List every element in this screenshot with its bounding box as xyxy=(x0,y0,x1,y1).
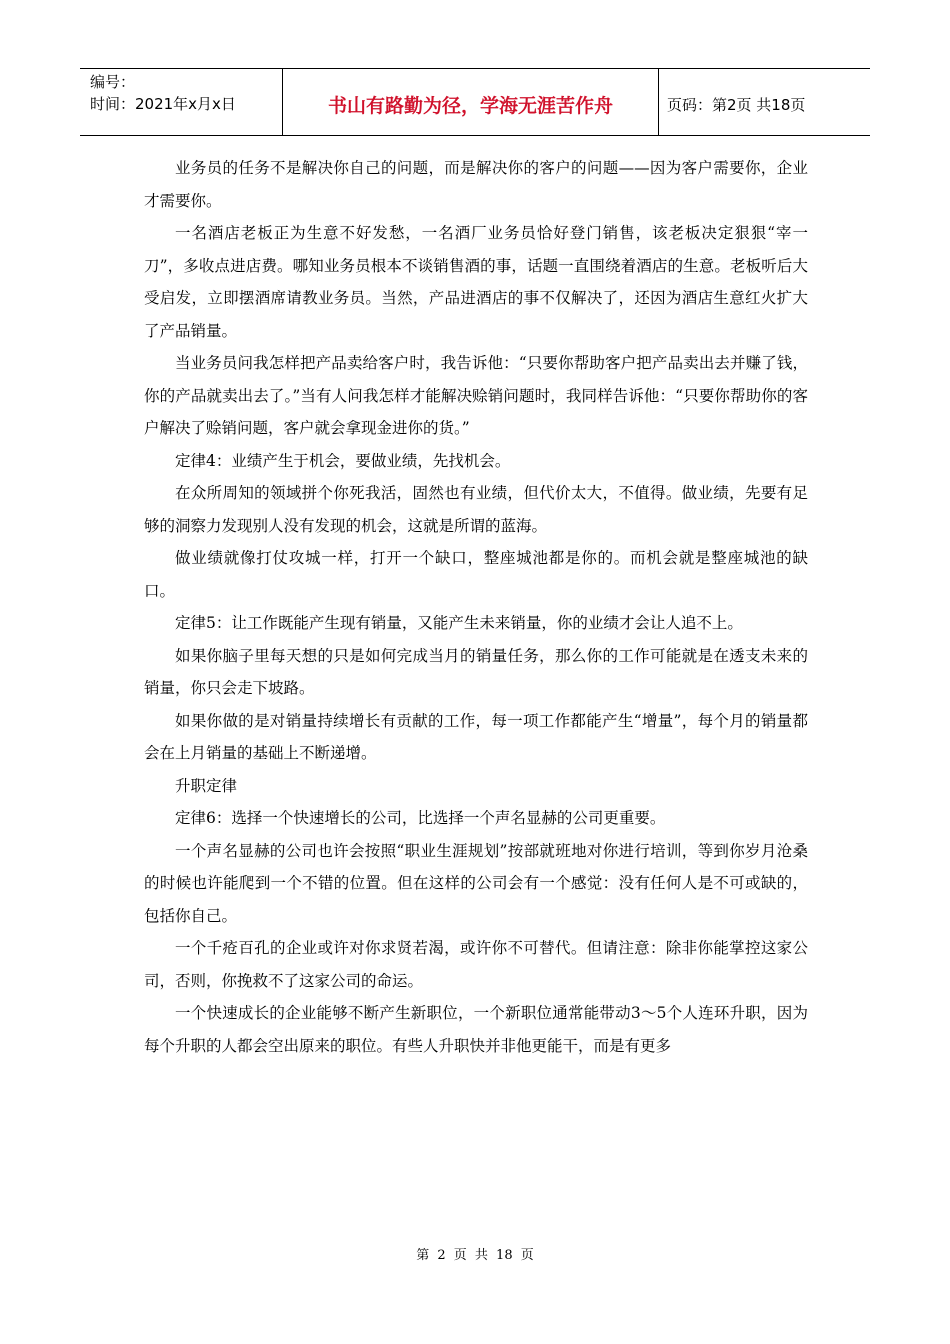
document-time-label: 时间：2021年x月x日 xyxy=(90,95,236,113)
paragraph: 当业务员问我怎样把产品卖给客户时，我告诉他：“只要你帮助客户把产品卖出去并赚了钱，你的产品就卖出去了。”当有人问我怎样才能解决赊销问题时，我同样告诉他：“只要你帮助你的客户解决了赊销问题，客户就会拿现金进你的货。” xyxy=(144,354,808,437)
document-body xyxy=(144,152,808,1062)
paragraph: 如果你脑子里每天想的只是如何完成当月的销量任务，那么你的工作可能就是在透支未来的销量，你只会走下坡路。 xyxy=(144,646,808,697)
paragraph: 一个声名显赫的公司也许会按照“职业生涯规划”按部就班地对你进行培训，等到你岁月沧桑的时候也许能爬到一个不错的位置。但在这样的公司会有一个感觉：没有任何人是不可或缺的，包括你自己。 xyxy=(144,841,808,925)
paragraph: 做业绩就像打仗攻城一样，打开一个缺口，整座城池都是你的。而机会就是整座城池的缺口。 xyxy=(144,549,808,600)
document-number-label: 编号： xyxy=(90,73,136,91)
paragraph: 业务员的任务不是解决你自己的问题，而是解决你的客户的问题——因为客户需要你，企业才需要你。 xyxy=(144,159,808,210)
paragraph: 定律6：选择一个快速增长的公司，比选择一个声名显赫的公司更重要。 xyxy=(175,809,666,827)
paragraph: 一名酒店老板正为生意不好发愁，一名酒厂业务员恰好登门销售，该老板决定狠狠“宰一刀”，多收点进店费。哪知业务员根本不谈销售酒的事，话题一直围绕着酒店的生意。老板听后大受启发，立即摆酒席请教业务员。当然，产品进酒店的事不仅解决了，还因为酒店生意红火扩大了产品销量。 xyxy=(144,224,808,340)
section-heading: 升职定律 xyxy=(175,776,238,795)
paragraph: 在众所周知的领域拼个你死我活，固然也有业绩，但代价太大，不值得。做业绩，先要有足够的洞察力发现别人没有发现的机会，这就是所谓的蓝海。 xyxy=(144,484,808,535)
header-motto: 书山有路勤为径，学海无涯苦作舟 xyxy=(283,69,659,135)
paragraph: 定律4：业绩产生于机会，要做业绩，先找机会。 xyxy=(175,451,511,470)
page-footer: 第 2 页 共 18 页 xyxy=(416,1248,534,1263)
paragraph: 一个千疮百孔的企业或许对你求贤若渴，或许你不可替代。但请注意：除非你能掌控这家公司，否则，你挽救不了这家公司的命运。 xyxy=(144,939,808,990)
page-header xyxy=(80,68,870,136)
header-meta-cell xyxy=(80,69,283,135)
paragraph: 定律5：让工作既能产生现有销量，又能产生未来销量，你的业绩才会让人追不上。 xyxy=(175,614,743,632)
paragraph: 如果你做的是对销量持续增长有贡献的工作，每一项工作都能产生“增量”，每个月的销量都会在上月销量的基础上不断递增。 xyxy=(144,711,808,762)
paragraph: 一个快速成长的企业能够不断产生新职位，一个新职位通常能带动3～5个人连环升职，因为每个升职的人都会空出原来的职位。有些人升职快并非他更能干，而是有更多 xyxy=(144,1004,808,1055)
header-page-info: 页码：第2页 共18页 xyxy=(667,95,806,114)
